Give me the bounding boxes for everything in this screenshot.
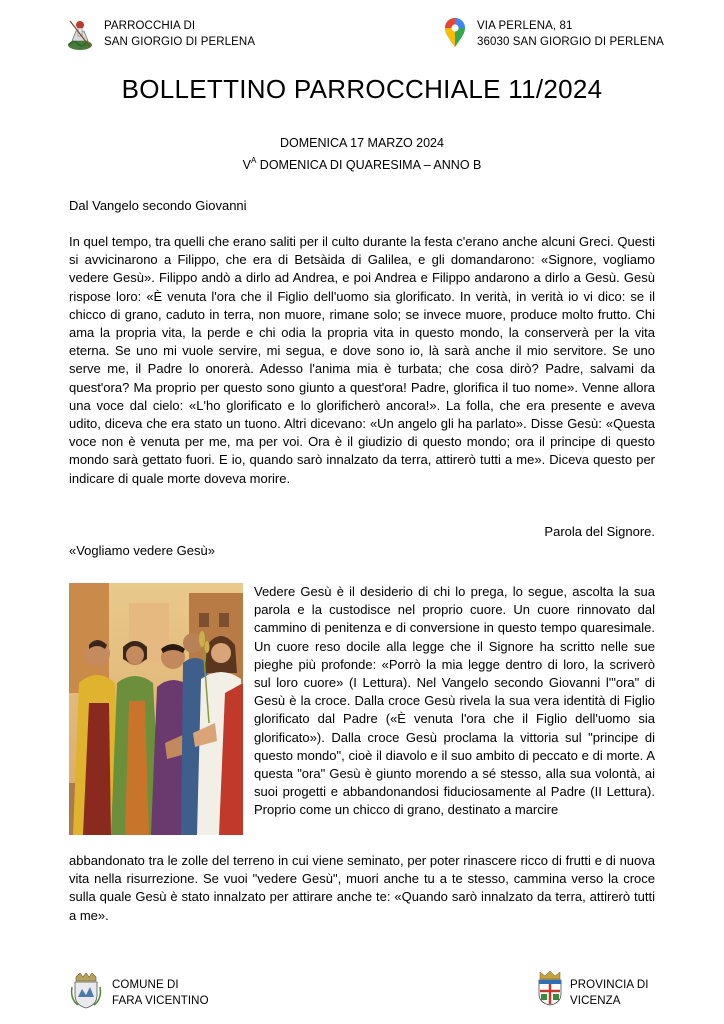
liturgical-subtitle: $V^A$ DOMENICA DI QUARESIMA – ANNO B <box>242 156 482 172</box>
gospel-closing: Parola del Signore. <box>544 524 655 539</box>
reflection-text-wrapped: Vedere Gesù è il desiderio di chi lo prega, lo segue, ascolta la sua parola e la custodisce nel proprio cuore. Un cuore rinnovato dal cammino di penitenza e di conversione in questo tempo quaresimale. Un cuore reso docile alla legge che il Signore ha scritto nelle sue pieghe più profonde: «Porrò la mia legge dentro di loro, la scriverò sul loro cuore» (I Lettura). Nel Vangelo secondo Giovanni l'"ora" di Gesù è la croce. Dalla croce Gesù rivela la sua vera identità di Figlio glorificato dal Padre («È venuta l'ora che il Figlio dell'uomo sia glorificato»). Dalla croce Gesù proclama la vittoria sul "principe di questo mondo", cioè il diavolo e il suo ambito di peccato e di morte. A questa "ora" Gesù è giunto morendo a sé stesso, alla sua volontà, ai suoi progetti e abbandonandosi fiduciosamente al Padre (II Lettura). Proprio come un chicco di grano, destinato a marcire <box>254 584 655 818</box>
map-pin-icon <box>444 18 466 48</box>
provincia-crest-icon <box>537 970 563 1006</box>
parish-name-line2: SAN GIORGIO DI PERLENA <box>104 36 256 48</box>
comune-crest-icon <box>70 973 102 1009</box>
jesus-with-disciples-illustration <box>69 583 243 835</box>
bulletin-title: BOLLETTINO PARROCCHIALE 11/2024 <box>121 74 603 104</box>
comune-line1: COMUNE DI <box>112 979 179 991</box>
provincia-line1: PROVINCIA DI <box>570 979 649 991</box>
parish-name-line1: PARROCCHIA DI <box>104 20 196 32</box>
saint-george-icon <box>66 17 94 51</box>
sunday-date: DOMENICA 17 MARZO 2024 <box>280 136 444 150</box>
provincia-line2: VICENZA <box>570 995 621 1007</box>
gospel-text: In quel tempo, tra quelli che erano saliti per il culto durante la festa c'erano anche alcuni Greci. Questi si avvicinarono a Filippo, che era di Betsàida di Galilea, e gli domandarono: «Signore, vogliamo vedere Gesù». Filippo andò a dirlo ad Andrea, e poi Andrea e Filippo andarono a dirlo a Gesù. Gesù rispose loro: «È venuta l'ora che il Figlio dell'uomo sia glorificato. In verità, in verità io vi dico: se il chicco di grano, caduto in terra, non muore, rimane solo; se invece muore, produce molto frutto. Chi ama la propria vita, la perde e chi odia la propria vita in questo mondo, la conserverà per la vita eterna. Se uno mi vuole servire, mi segua, e dove sono io, là sarà anche il mio servitore. Se uno serve me, il Padre lo onorerà. Adesso l'anima mia è turbata; che cosa dirò? Padre, salvami da quest'ora? Ma proprio per questo sono giunto a quest'ora! Padre, glorifica il tuo nome». Venne allora una voce dal cielo: «L'ho glorificato e lo glorificherò ancora!». La folla, che era presente e aveva udito, diceva che era stato un tuono. Altri dicevano: «Un angelo gli ha parlato». Disse Gesù: «Questa voce non è venuta per me, ma per voi. Ora è il giudizio di questo mondo; ora il principe di questo mondo sarà gettato fuori. E io, quando sarò innalzato da terra, attirerò tutti a me». Diceva questo per indicare di quale morte doveva morire. <box>69 234 655 486</box>
gospel-intro: Dal Vangelo secondo Giovanni <box>69 198 247 213</box>
comune-line2: FARA VICENTINO <box>112 995 209 1007</box>
reflection-text-full: abbandonato tra le zolle del terreno in cui viene seminato, per poter rinascere ricco di frutti e di nuova vita nella risurrezione. Se vuoi "vedere Gesù", muori anche tu a te stesso, cammina verso la croce sulla quale Gesù è stato innalzato per attirare anche te: «Quando sarò innalzato da terra, attirerò tutti a me». <box>69 853 655 923</box>
reflection-title: «Vogliamo vedere Gesù» <box>69 543 215 558</box>
address-line2: 36030 SAN GIORGIO DI PERLENA <box>477 36 664 48</box>
address-line1: VIA PERLENA, 81 <box>477 20 573 32</box>
